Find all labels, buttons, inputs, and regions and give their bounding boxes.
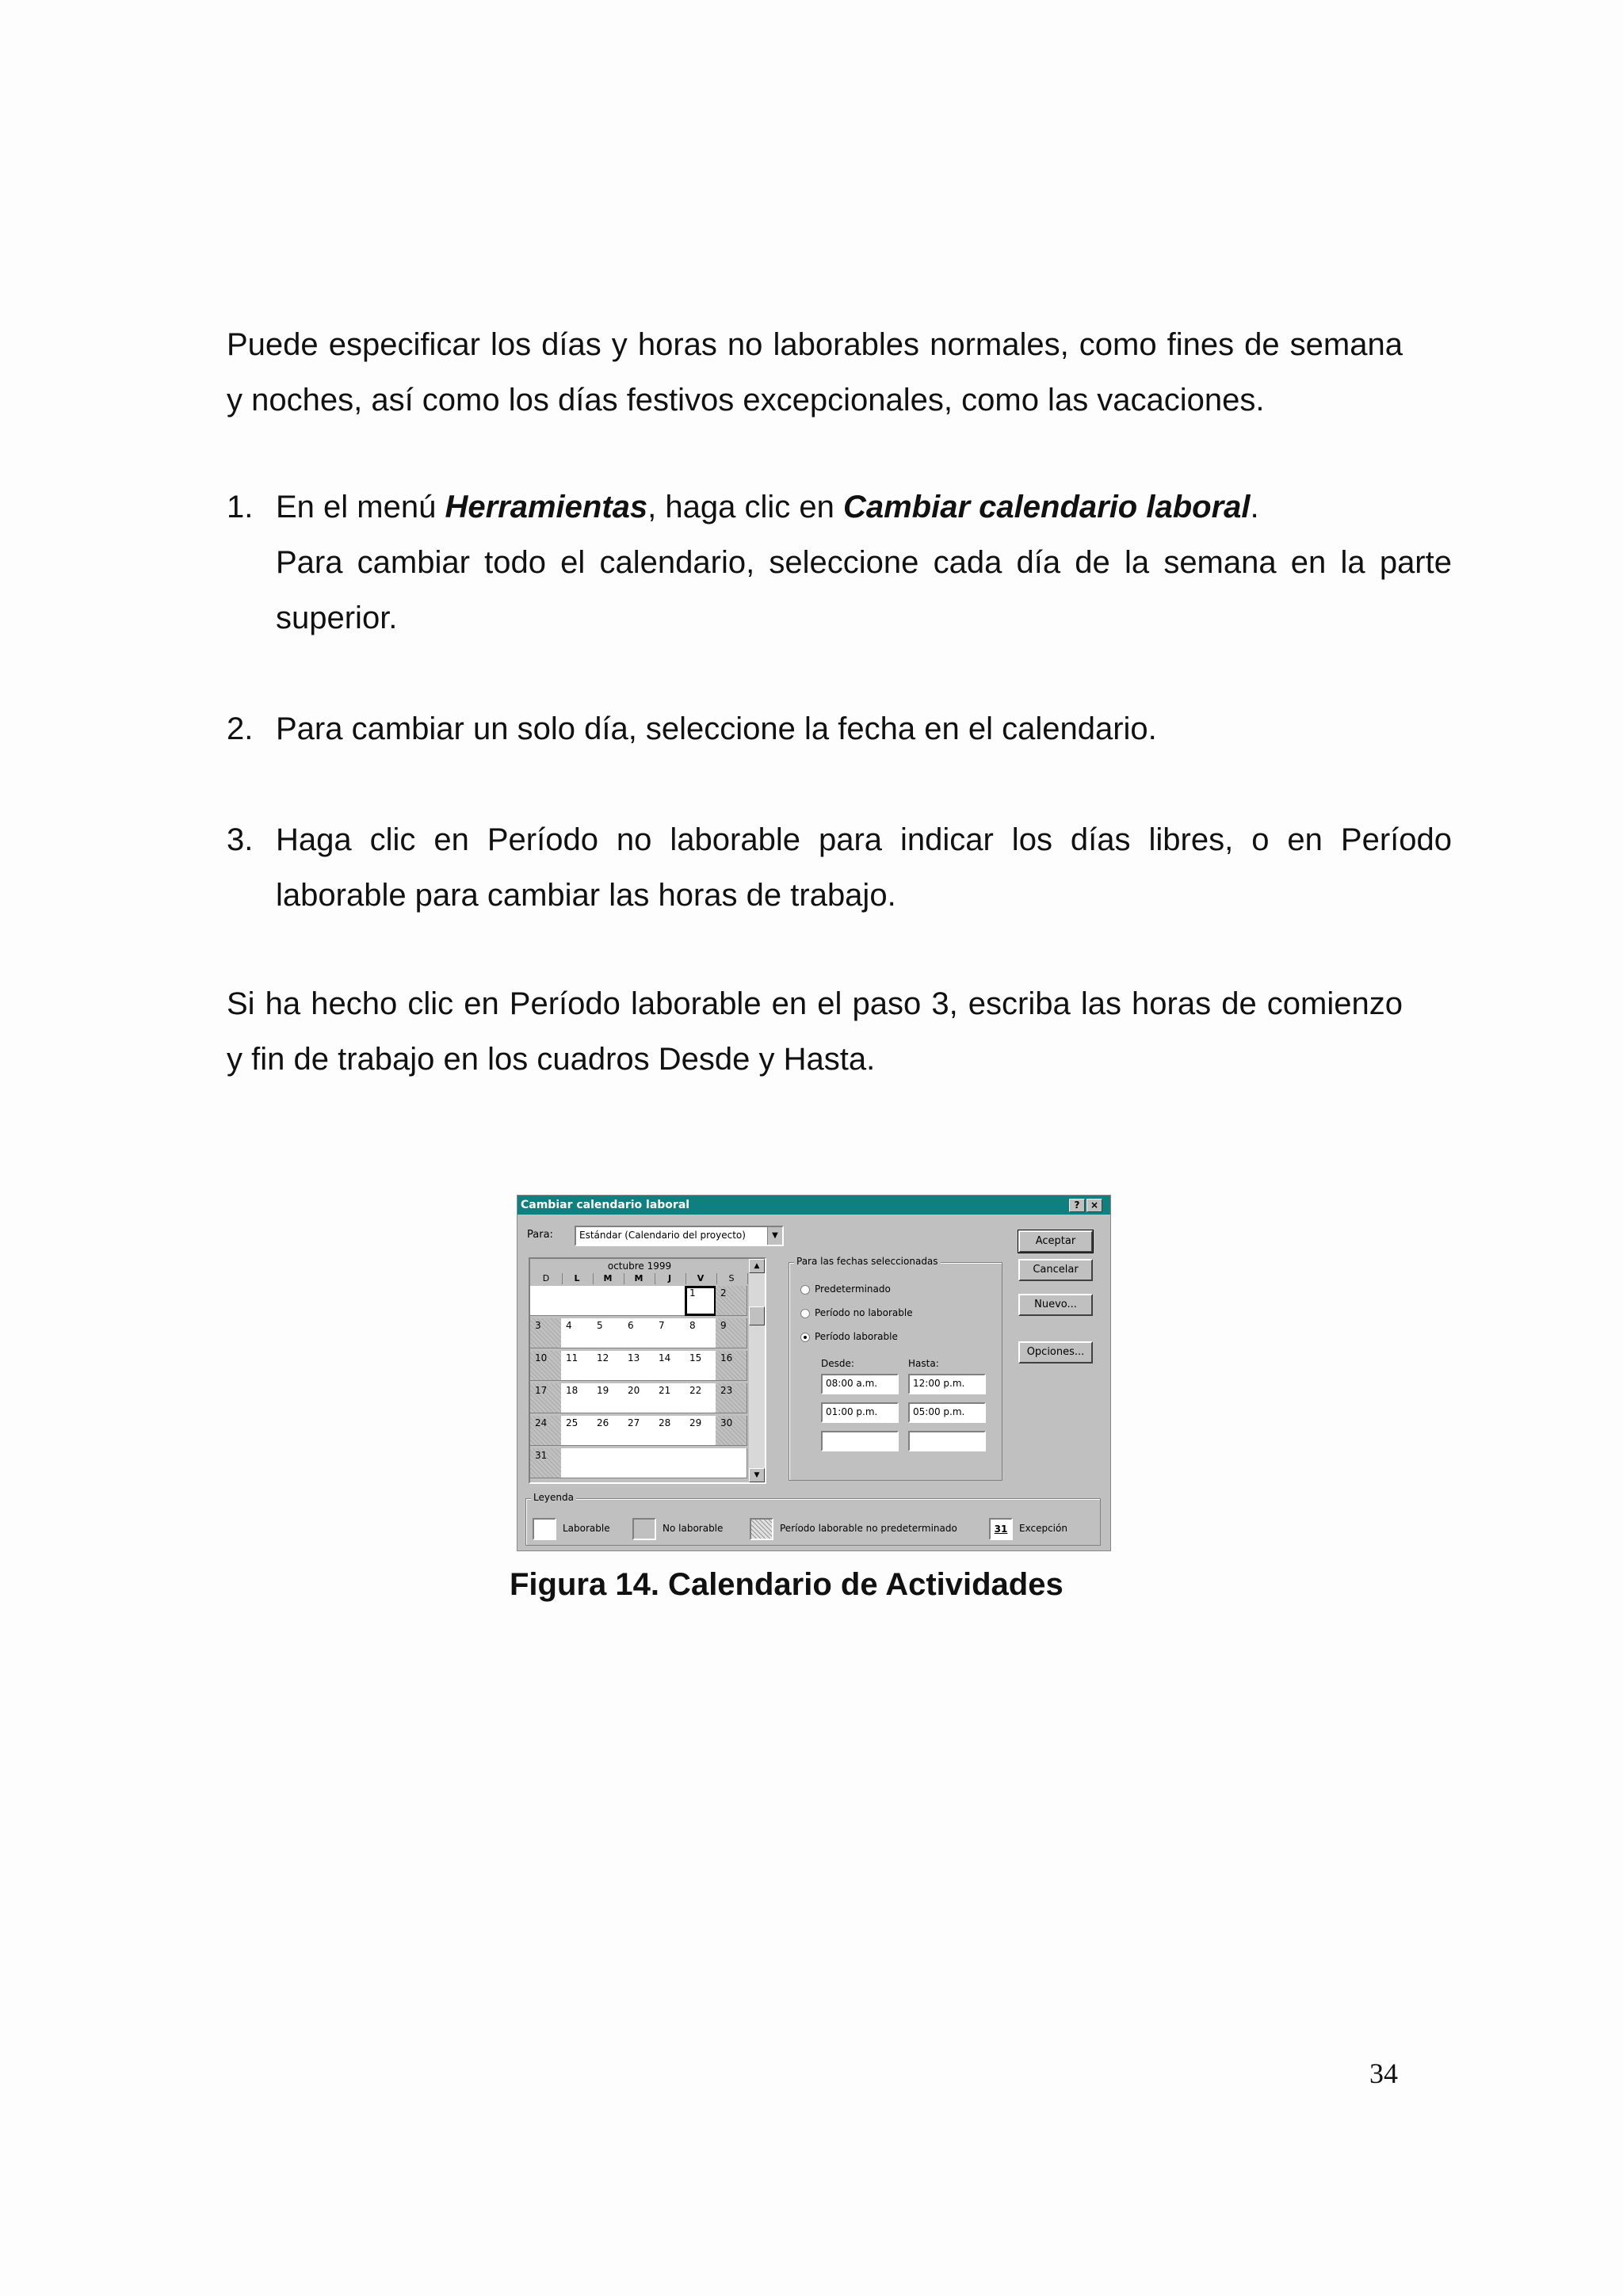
calendar-day[interactable]: 3 — [530, 1318, 562, 1348]
calendar-day[interactable]: 12 — [592, 1351, 624, 1381]
weekday-header[interactable]: V — [685, 1273, 717, 1284]
calendar-day[interactable]: 4 — [561, 1318, 593, 1348]
calendar-day[interactable] — [561, 1286, 593, 1316]
calendar-day[interactable]: 23 — [716, 1383, 747, 1413]
scroll-down-icon[interactable]: ▼ — [749, 1468, 765, 1482]
step-text: . — [1250, 490, 1259, 524]
close-button[interactable]: × — [1086, 1199, 1102, 1212]
para-label: Para: — [527, 1229, 553, 1241]
accept-button[interactable]: Aceptar — [1018, 1230, 1093, 1253]
calendar-day[interactable]: 17 — [530, 1383, 562, 1413]
step-1 — [227, 479, 1452, 646]
menu-name: Herramientas — [445, 490, 648, 524]
weekday-header[interactable]: S — [716, 1273, 748, 1284]
calendar-day[interactable] — [654, 1448, 685, 1478]
dialog-titlebar — [517, 1196, 1110, 1215]
step-2 — [227, 701, 1452, 757]
calendar-day[interactable]: 11 — [561, 1351, 593, 1381]
options-button[interactable]: Opciones... — [1018, 1341, 1093, 1363]
group-title: Para las fechas seleccionadas — [794, 1256, 941, 1267]
step-detail: Para cambiar todo el calendario, seleccione cada día de la semana en la parte superior. — [276, 545, 1452, 635]
step-text: , haga clic en — [647, 490, 843, 524]
calendar-day[interactable]: 8 — [685, 1318, 716, 1348]
calendar-day[interactable]: 5 — [592, 1318, 624, 1348]
calendar-day[interactable]: 18 — [561, 1383, 593, 1413]
step-text: Haga clic en Período no laborable para indicar los días libres, o en Período laborable para cambiar las horas de trabajo. — [276, 822, 1452, 913]
legend-nonworking-swatch — [632, 1518, 656, 1540]
legend-working-swatch — [533, 1518, 556, 1540]
from-field-1[interactable]: 08:00 a.m. — [821, 1374, 899, 1394]
calendar-day[interactable]: 10 — [530, 1351, 562, 1381]
legend-group — [525, 1492, 1101, 1546]
to-field-1[interactable]: 12:00 p.m. — [908, 1374, 986, 1394]
calendar-day[interactable]: 6 — [623, 1318, 655, 1348]
weekday-header[interactable]: M — [623, 1273, 655, 1284]
calendar-day[interactable]: 9 — [716, 1318, 747, 1348]
step-number: 2. — [227, 711, 254, 746]
calendar-day[interactable]: 25 — [561, 1416, 593, 1446]
radio-nonworking[interactable] — [800, 1309, 810, 1318]
page-number: 34 — [1369, 2058, 1398, 2089]
calendar-day[interactable]: 26 — [592, 1416, 624, 1446]
calendar-day[interactable] — [623, 1286, 655, 1316]
weekday-header[interactable]: D — [530, 1273, 563, 1284]
selected-dates-group — [789, 1256, 1002, 1481]
dialog-title: Cambiar calendario laboral — [521, 1199, 690, 1211]
radio-default[interactable] — [800, 1285, 810, 1295]
calendar-day[interactable]: 22 — [685, 1383, 716, 1413]
calendar-day[interactable]: 14 — [654, 1351, 685, 1381]
calendar-day[interactable]: 29 — [685, 1416, 716, 1446]
dropdown-arrow-icon[interactable]: ▼ — [767, 1227, 782, 1245]
calendar-day[interactable]: 21 — [654, 1383, 685, 1413]
calendar-day[interactable] — [716, 1448, 747, 1478]
radio-nonworking-label: Período no laborable — [815, 1307, 913, 1318]
radio-working-label: Período laborable — [815, 1331, 898, 1342]
calendar-day[interactable]: 28 — [654, 1416, 685, 1446]
to-field-3[interactable] — [908, 1431, 986, 1451]
scroll-thumb[interactable] — [749, 1306, 765, 1325]
calendar-scrollbar[interactable] — [749, 1259, 765, 1482]
from-label: Desde: — [821, 1358, 854, 1369]
to-label: Hasta: — [908, 1358, 939, 1369]
calendar-day[interactable] — [623, 1448, 655, 1478]
weekday-header[interactable]: M — [592, 1273, 624, 1284]
calendar-day[interactable]: 24 — [530, 1416, 562, 1446]
weekday-header[interactable]: J — [654, 1273, 686, 1284]
calendar-day[interactable] — [530, 1286, 562, 1316]
calendar-day[interactable]: 20 — [623, 1383, 655, 1413]
scroll-up-icon[interactable]: ▲ — [749, 1259, 765, 1273]
change-calendar-dialog — [517, 1195, 1111, 1551]
calendar-day[interactable]: 16 — [716, 1351, 747, 1381]
month-calendar — [529, 1257, 766, 1484]
legend-exception-swatch: 31 — [989, 1518, 1013, 1540]
calendar-day[interactable]: 7 — [654, 1318, 685, 1348]
step-text: En el menú — [276, 490, 445, 524]
step-number: 3. — [227, 822, 254, 857]
figure-caption: Figura 14. Calendario de Actividades — [510, 1567, 1064, 1602]
calendar-day[interactable]: 2 — [716, 1286, 747, 1316]
calendar-day[interactable]: 13 — [623, 1351, 655, 1381]
weekday-header[interactable]: L — [561, 1273, 594, 1284]
legend-working-label: Laborable — [563, 1523, 610, 1534]
legend-nondefault-swatch — [750, 1518, 773, 1540]
calendar-day[interactable] — [592, 1448, 624, 1478]
calendar-day[interactable]: 27 — [623, 1416, 655, 1446]
new-button[interactable]: Nuevo... — [1018, 1294, 1093, 1316]
legend-nonworking-label: No laborable — [663, 1523, 724, 1534]
calendar-day[interactable]: 31 — [530, 1448, 562, 1478]
calendar-day[interactable]: 19 — [592, 1383, 624, 1413]
calendar-day[interactable]: 15 — [685, 1351, 716, 1381]
calendar-day[interactable] — [561, 1448, 593, 1478]
help-button[interactable]: ? — [1069, 1199, 1085, 1212]
radio-working[interactable] — [800, 1333, 810, 1342]
calendar-select-value: Estándar (Calendario del proyecto) — [579, 1230, 746, 1241]
calendar-day[interactable] — [685, 1448, 716, 1478]
month-title: octubre 1999 — [607, 1261, 672, 1272]
cancel-button[interactable]: Cancelar — [1018, 1259, 1093, 1281]
legend-nondefault-label: Período laborable no predeterminado — [780, 1523, 957, 1534]
from-field-3[interactable] — [821, 1431, 899, 1451]
outro-paragraph: Si ha hecho clic en Período laborable en el paso 3, escriba las horas de comienzo y fin de trabajo en los cuadros Desde y Hasta. — [227, 986, 1403, 1077]
step-number: 1. — [227, 490, 254, 524]
radio-default-label: Predeterminado — [815, 1283, 891, 1295]
step-3 — [227, 812, 1452, 923]
calendar-day[interactable] — [592, 1286, 624, 1316]
step-text: Para cambiar un solo día, seleccione la fecha en el calendario. — [276, 711, 1157, 746]
intro-paragraph: Puede especificar los días y horas no laborables normales, como fines de semana y noches, así como los días festivos excepcionales, como las vacaciones. — [227, 327, 1403, 418]
calendar-day[interactable]: 1 — [685, 1286, 716, 1316]
legend-title: Leyenda — [531, 1492, 576, 1503]
calendar-day[interactable] — [654, 1286, 685, 1316]
calendar-select[interactable] — [575, 1226, 784, 1246]
calendar-day[interactable]: 30 — [716, 1416, 747, 1446]
to-field-2[interactable]: 05:00 p.m. — [908, 1402, 986, 1423]
from-field-2[interactable]: 01:00 p.m. — [821, 1402, 899, 1423]
command-name: Cambiar calendario laboral — [842, 490, 1251, 524]
legend-exception-label: Excepción — [1019, 1523, 1067, 1534]
